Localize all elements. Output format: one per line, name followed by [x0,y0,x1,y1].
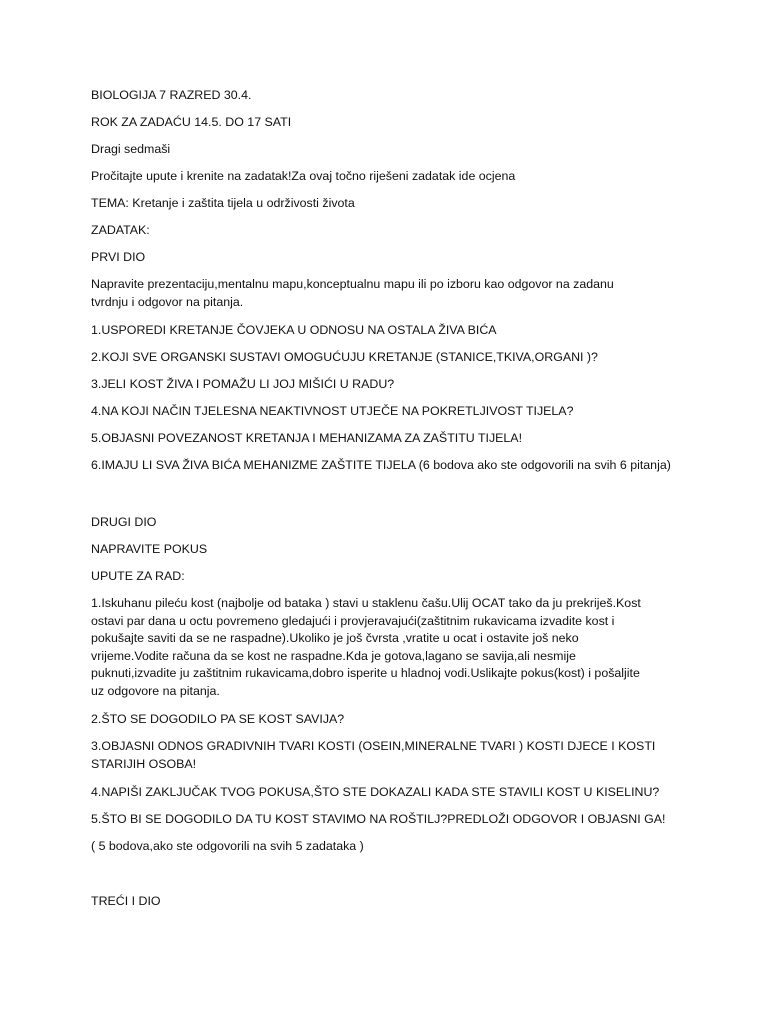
part1-question-5: 5.OBJASNI POVEZANOST KRETANJA I MEHANIZAMA ZA ZAŠTITU TIJELA! [91,431,523,445]
part2-question-4: 4.NAPIŠI ZAKLJUČAK TVOG POKUSA,ŠTO STE DOKAZALI KADA STE STAVILI KOST U KISELINU? [91,785,660,799]
part1-question-3: 3.JELI KOST ŽIVA I POMAŽU LI JOJ MIŠIĆI U RADU? [91,377,395,391]
part1-question-1: 1.USPOREDI KRETANJE ČOVJEKA U ODNOSU NA OSTALA ŽIVA BIĆA [91,323,497,337]
part1-heading: PRVI DIO [91,250,146,264]
task-label: ZADATAK: [91,223,150,237]
greeting-text: Dragi sedmaši [91,142,171,156]
part2-step-1 [91,595,691,700]
part2-question-5: 5.ŠTO BI SE DOGODILO DA TU KOST STAVIMO NA ROŠTILJ?PREDLOŽI ODGOVOR I OBJASNI GA! [91,812,666,826]
step-line: pokušajte saviti da se ne raspadne).Ukoliko je još čvrsta ,vratite u ocat i ostavite još neko [91,631,579,645]
part1-question-6: 6.IMAJU LI SVA ŽIVA BIĆA MEHANIZME ZAŠTITE TIJELA (6 bodova ako ste odgovorili na svih 6 pitanja) [91,458,671,472]
deadline-text: ROK ZA ZADAĆU 14.5. DO 17 SATI [91,115,292,129]
part1-question-2: 2.KOJI SVE ORGANSKI SUSTAVI OMOGUĆUJU KRETANJE (STANICE,TKIVA,ORGANI )? [91,350,598,364]
question-line: 3.OBJASNI ODNOS GRADIVNIH TVARI KOSTI (OSEIN,MINERALNE TVARI ) KOSTI DJECE I KOSTI [91,739,656,753]
part2-heading: DRUGI DIO [91,515,157,529]
part1-intro [91,276,691,311]
part1-intro-line: tvrdnju i odgovor na pitanja. [91,294,244,309]
part2-question-3 [91,738,691,773]
step-line: 1.Iskuhanu pileću kost (najbolje od bataka ) stavi u staklenu čašu.Ulij OCAT tako da ju prekriješ.Kost [91,596,641,610]
step-line: ostavi par dana u octu povremeno gledajući i provjeravajući(zaštitnim rukavicama izvadite kost i [91,613,615,628]
part3-heading: TREĆI I DIO [91,894,161,908]
part1-intro-line: Napravite prezentaciju,mentalnu mapu,konceptualnu mapu ili po izboru kao odgovor na zadanu [91,277,614,291]
step-line: vrijeme.Vodite računa da se kost ne raspadne.Kda je gotova,lagano se savija,ali nesmije [91,648,576,663]
topic-text: TEMA: Kretanje i zaštita tijela u održivosti života [91,196,355,210]
part1-question-4: 4.NA KOJI NAČIN TJELESNA NEAKTIVNOST UTJEČE NA POKRETLJIVOST TIJELA? [91,404,574,418]
part2-instructions-label: UPUTE ZA RAD: [91,569,185,583]
step-line: uz odgovore na pitanja. [91,683,220,698]
part2-question-2: 2.ŠTO SE DOGODILO PA SE KOST SAVIJA? [91,712,345,726]
part2-points: ( 5 bodova,ako ste odgovorili na svih 5 zadataka ) [91,839,364,853]
part2-subheading: NAPRAVITE POKUS [91,542,208,556]
document-title: BIOLOGIJA 7 RAZRED 30.4. [91,88,252,102]
question-line: STARIJIH OSOBA! [91,756,197,771]
instruction-text: Pročitajte upute i krenite na zadatak!Za ovaj točno riješeni zadatak ide ocjena [91,169,516,183]
step-line: puknuti,izvadite ju zaštitnim rukavicama,dobro isperite u hladnoj vodi.Uslikajte pokus(kost) i pošaljite [91,666,640,680]
